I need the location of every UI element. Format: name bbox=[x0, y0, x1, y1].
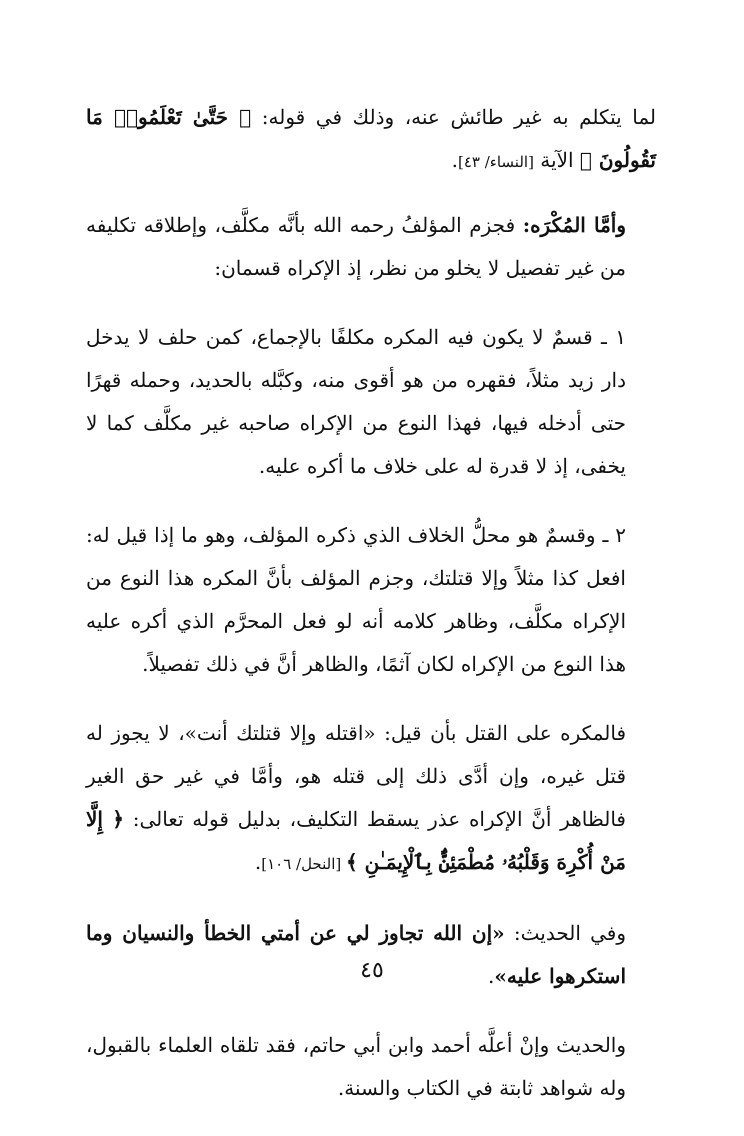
hadith-quote: «إن الله تجاوز لي عن أمتي الخطأ والنسيان وما استكرهوا عليه» bbox=[86, 921, 626, 988]
paragraph-1-text-b: الآية bbox=[533, 148, 580, 172]
paragraph-3 bbox=[86, 316, 656, 488]
paragraph-6 bbox=[86, 912, 656, 998]
quran-quote-2: ﴿ إِلَّا مَنْ أُكْرِهَ وَقَلْبُهُۥ مُطْمَئِنٌّۢ بِٱلْإِيمَـٰنِ ﴾ bbox=[86, 807, 626, 874]
section-lead: وأمَّا المُكْرَه: bbox=[522, 213, 626, 237]
quran-reference-1: [النساء/ ٤٣] bbox=[458, 153, 534, 171]
paragraph-4-text: ٢ ـ وقسمٌ هو محلُّ الخلاف الذي ذكره المؤلف، وهو ما إذا قيل له: افعل كذا مثلاً وإلا قتلتك، وجزم المؤلف بأنَّ المكره هذا النوع من الإكراه مكلَّف، وظاهر كلامه أنه لو فعل المحرَّم الذي أكره عليه هذا النوع من الإكراه لكان آثمًا، والظاهر أنَّ في ذلك تفصيلاً. bbox=[86, 523, 626, 676]
paragraph-5-end: . bbox=[254, 850, 262, 874]
paragraph-6-text: وفي الحديث: bbox=[504, 921, 626, 945]
paragraph-4 bbox=[86, 514, 656, 686]
quran-reference-2: [النحل/ ١٠٦] bbox=[261, 855, 346, 873]
paragraph-2-text: فجزم المؤلفُ رحمه الله بأنَّه مكلَّف، وإطلاقه تكليفه من غير تفصيل لا يخلو من نظر، إذ الإكراه قسمان: bbox=[86, 213, 626, 280]
paragraph-7-text: والحديث وإنْ أعلَّه أحمد وابن أبي حاتم، فقد تلقاه العلماء بالقبول، وله شواهد ثابتة في الكتاب والسنة. bbox=[86, 1033, 626, 1100]
paragraph-7 bbox=[86, 1024, 656, 1110]
paragraph-1-text: لما يتكلم به غير طائش عنه، وذلك في قوله: bbox=[251, 105, 657, 129]
paragraph-6-end: . bbox=[488, 964, 495, 988]
paragraph-3-text: ١ ـ قسمٌ لا يكون فيه المكره مكلفًا بالإجماع، كمن حلف لا يدخل دار زيد مثلاً، فقهره من هو أقوى منه، وكبَّله بالحديد، وحمله قهرًا حتى أدخله فيها، فهذا النوع من الإكراه صاحبه غير مكلَّف كما لا يخفى، إذ لا قدرة له على خلاف ما أكره عليه. bbox=[86, 325, 626, 478]
paragraph-5 bbox=[86, 712, 656, 886]
paragraph-2 bbox=[86, 204, 656, 290]
paragraph-1 bbox=[86, 96, 656, 184]
quran-quote-1: ﴿ حَتَّىٰ تَعْلَمُوا۟ مَا تَقُولُونَ ﴾ bbox=[86, 105, 656, 172]
paragraph-1-end: . bbox=[451, 148, 458, 172]
paragraph-5-text: فالمكره على القتل بأن قيل: «اقتله وإلا قتلتك أنت»، لا يجوز له قتل غيره، وإن أدَّى ذلك إلى قتله هو، وأمَّا في غير حق الغير فالظاهر أنَّ الإكراه عذر يسقط التكليف، بدليل قوله تعالى: bbox=[86, 721, 626, 831]
page-number: ٤٥ bbox=[360, 958, 384, 983]
